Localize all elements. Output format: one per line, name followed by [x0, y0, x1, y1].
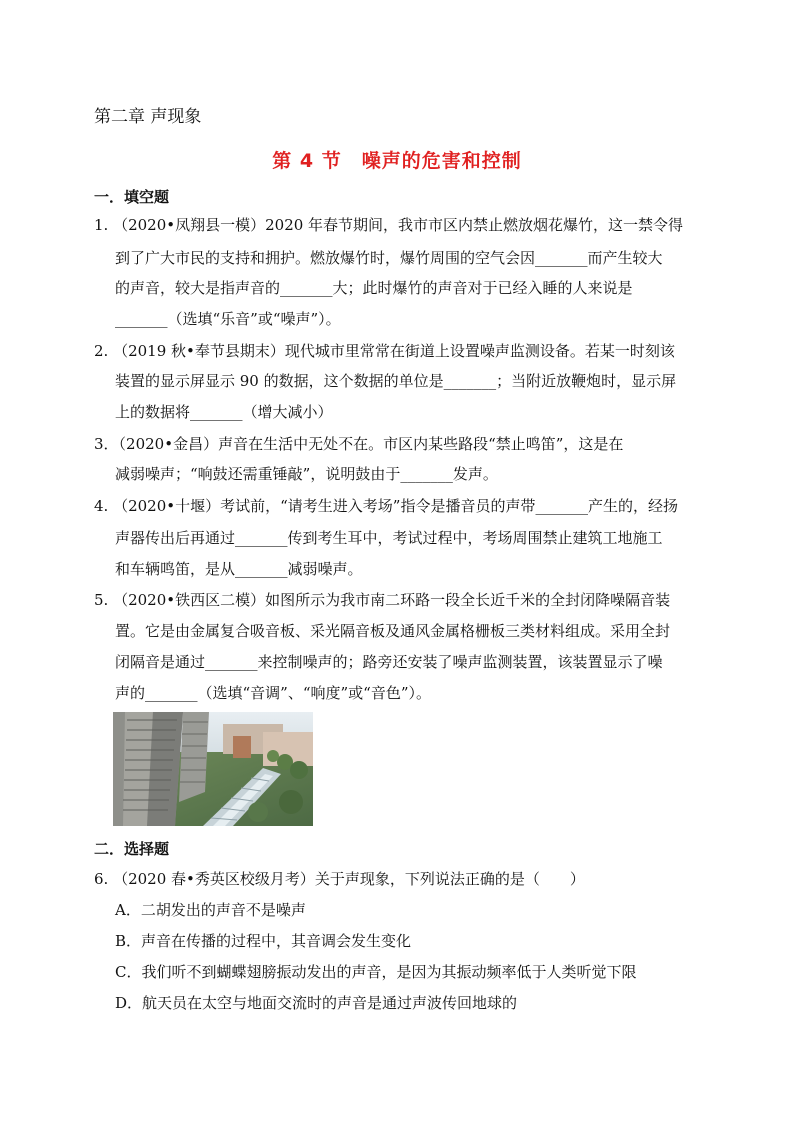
page-title: 第 4 节 噪声的危害和控制 — [272, 150, 522, 172]
question-2-line-2: 装置的显示屏显示 90 的数据，这个数据的单位是_______；当附近放鞭炮时，显示屏 — [115, 372, 677, 390]
question-5-line-1: 5. （2020•铁西区二模）如图所示为我市南二环路一段全长近千米的全封闭降噪隔音装 — [94, 591, 671, 609]
question-1-line-4: _______（选填“乐音”或“噪声”）。 — [115, 310, 341, 328]
question-5-line-3: 闭隔音是通过_______来控制噪声的；路旁还安装了噪声监测装置，该装置显示了噪 — [115, 653, 663, 671]
question-5-line-2: 置。它是由金属复合吸音板、采光隔音板及通风金属格栅板三类材料组成。采用全封 — [115, 622, 671, 640]
question-3-line-2: 减弱噪声；“响鼓还需重锤敲”，说明鼓由于_______发声。 — [115, 465, 498, 483]
question-4-line-3: 和车辆鸣笛，是从_______减弱噪声。 — [115, 560, 363, 578]
section-heading-choice: 二．选择题 — [94, 840, 170, 858]
question-2-line-3: 上的数据将_______（增大减小） — [115, 403, 333, 421]
question-4-line-2: 声器传出后再通过_______传到考生耳中，考试过程中，考场周围禁止建筑工地施工 — [115, 529, 663, 547]
section-heading-fill: 一．填空题 — [94, 188, 170, 206]
question-6-option-d: D．航天员在太空与地面交流时的声音是通过声波传回地球的 — [115, 994, 518, 1012]
question-6-option-b: B．声音在传播的过程中，其音调会发生变化 — [115, 932, 412, 950]
question-3-line-1: 3．（2020•金昌）声音在生活中无处不在。市区内某些路段“禁止鸣笛”，这是在 — [94, 435, 624, 453]
chapter-heading: 第二章 声现象 — [94, 107, 202, 127]
noise-barrier-photo-image — [113, 712, 313, 826]
question-4-line-1: 4. （2020•十堰）考试前，“请考生进入考场”指令是播音员的声带_______产生的，经扬 — [94, 497, 678, 515]
question-6-option-c: C．我们听不到蝴蝶翅膀振动发出的声音，是因为其振动频率低于人类听觉下限 — [115, 963, 637, 981]
question-1-line-3: 的声音，较大是指声音的_______大；此时爆竹的声音对于已经入睡的人来说是 — [115, 279, 633, 297]
noise-barrier-photo — [113, 712, 313, 826]
question-6-option-a: A．二胡发出的声音不是噪声 — [115, 901, 306, 919]
question-1-line-1: 1. （2020•凤翔县一模）2020 年春节期间，我市市区内禁止燃放烟花爆竹，这一禁令得 — [94, 216, 684, 234]
question-6-line-1: 6. （2020 春•秀英区校级月考）关于声现象，下列说法正确的是（ ） — [94, 870, 585, 888]
question-1-line-2: 到了广大市民的支持和拥护。燃放爆竹时，爆竹周围的空气会因_______而产生较大 — [115, 249, 663, 267]
question-5-line-4: 声的_______（选填“音调”、“响度”或“音色”）。 — [115, 684, 432, 702]
question-2-line-1: 2. （2019 秋•奉节县期末）现代城市里常常在街道上设置噪声监测设备。若某一时刻该 — [94, 342, 675, 360]
